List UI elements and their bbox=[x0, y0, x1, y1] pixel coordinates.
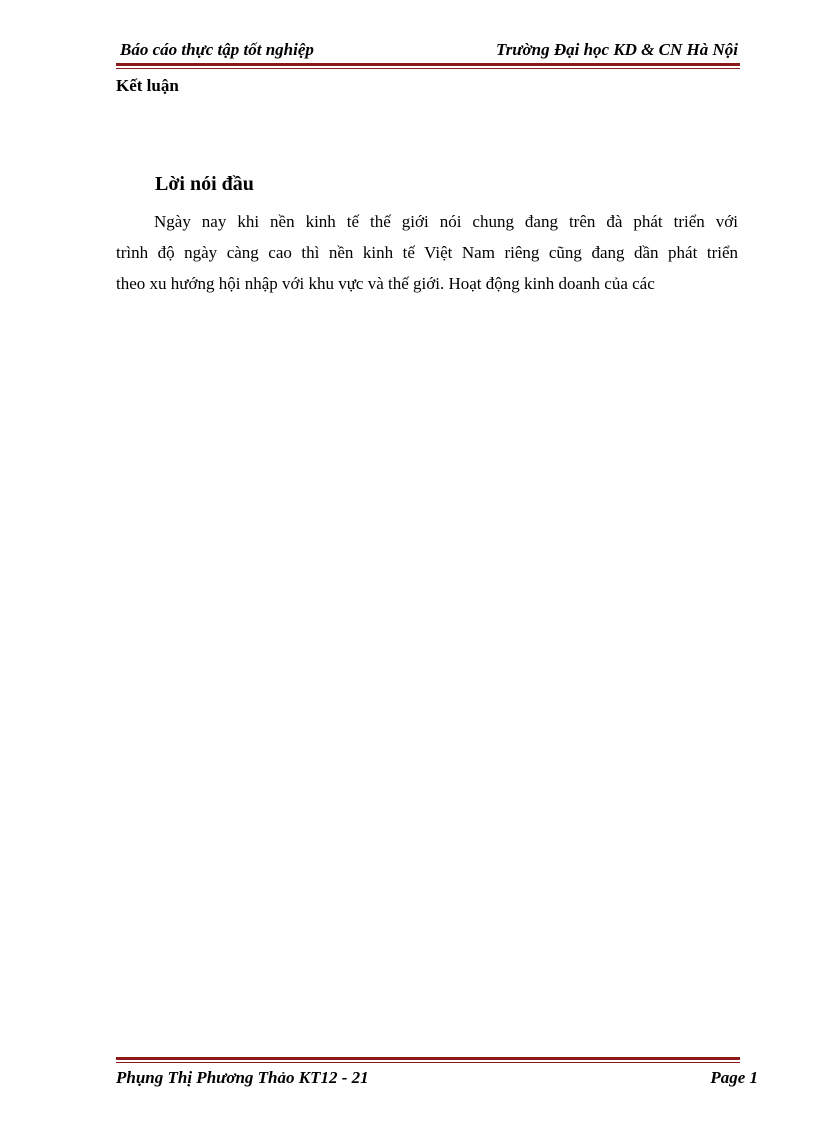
footer-divider-thin bbox=[116, 1062, 740, 1063]
paragraph-line: Ngày nay khi nền kinh tế thế giới nói chung đang trên đà phát triển với bbox=[154, 212, 738, 231]
page-title: Lời nói đầu bbox=[155, 173, 254, 195]
header-divider-thin bbox=[116, 68, 740, 69]
footer-divider bbox=[116, 1057, 740, 1063]
paragraph-line: theo xu hướng hội nhập với khu vực và thế giới. Hoạt động kinh doanh của các bbox=[116, 274, 655, 293]
header-school-name: Trường Đại học KD & CN Hà Nội bbox=[495, 40, 738, 59]
paragraph-line: trình độ ngày càng cao thì nền kinh tế Việt Nam riêng cũng đang dần phát triển bbox=[116, 243, 738, 262]
intro-paragraph bbox=[116, 206, 738, 299]
header-divider-thick bbox=[116, 63, 740, 66]
footer-author: Phụng Thị Phương Thảo KT12 - 21 bbox=[116, 1068, 369, 1087]
footer-page-number: Page 1 bbox=[710, 1068, 758, 1087]
section-label: Kết luận bbox=[116, 76, 179, 95]
header-divider bbox=[116, 63, 740, 69]
footer-divider-thick bbox=[116, 1057, 740, 1060]
page-header bbox=[116, 36, 740, 64]
header-report-title: Báo cáo thực tập tốt nghiệp bbox=[120, 40, 314, 59]
